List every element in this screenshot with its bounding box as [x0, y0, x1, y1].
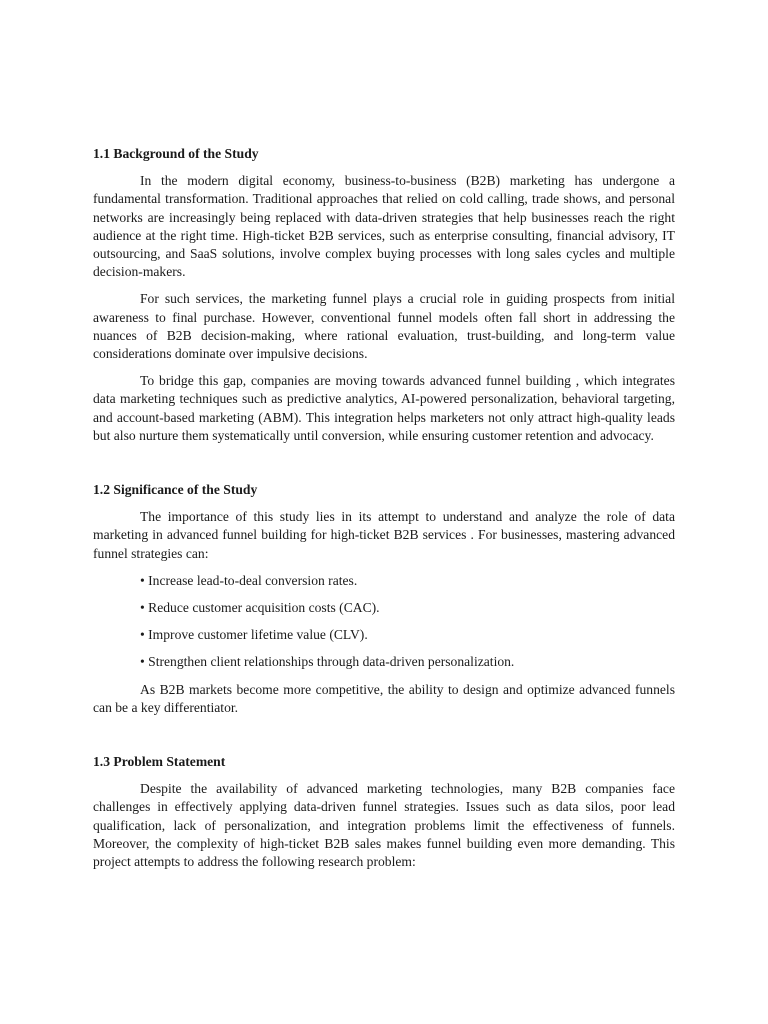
significance-closing-paragraph: As B2B markets become more competitive, the ability to design and optimize advanced funnels can be a key differentiator.: [93, 681, 675, 715]
background-paragraph-2: For such services, the marketing funnel plays a crucial role in guiding prospects from initial awareness to final purchase. However, conventional funnel models often fall short in addressing the nuances of B2B decision-making, where rational evaluation, trust-building, and long-term value considerations dominate over impulsive decisions.: [93, 291, 675, 362]
section-heading-problem-statement: 1.3 Problem Statement: [93, 754, 226, 770]
section-spacer: [93, 726, 675, 753]
section-spacer: [93, 454, 675, 481]
bullet-item: • Improve customer lifetime value (CLV).: [140, 627, 368, 643]
section-heading-significance: 1.2 Significance of the Study: [93, 482, 258, 498]
background-paragraph-3: To bridge this gap, companies are moving towards advanced funnel building , which integrates data marketing techniques such as predictive analytics, AI-powered personalization, behavioral targeting, and account-based marketing (ABM). This integration helps marketers not only attract high-quality leads but also nurture them systematically until conversion, while ensuring customer retention and advocacy.: [93, 373, 675, 443]
bullet-item: • Reduce customer acquisition costs (CAC).: [140, 600, 380, 616]
bullet-item: • Increase lead-to-deal conversion rates.: [140, 572, 358, 588]
significance-intro-paragraph: The importance of this study lies in its attempt to understand and analyze the role of data marketing in advanced funnel building for high-ticket B2B services . For businesses, mastering advanced funnel strategies can:: [93, 509, 675, 561]
bullet-item: • Strengthen client relationships through data-driven personalization.: [140, 654, 515, 670]
background-paragraph-1: In the modern digital economy, business-to-business (B2B) marketing has undergone a fundamental transformation. Traditional approaches that relied on cold calling, trade shows, and personal networks are increasingly being replaced with data-driven strategies that help businesses reach the right audience at the right time. High-ticket B2B services, such as enterprise consulting, financial advisory, IT outsourcing, and SaaS solutions, involve complex buying processes with long sales cycles and multiple decision-makers.: [93, 173, 675, 280]
document-page: [93, 145, 675, 880]
section-heading-background: 1.1 Background of the Study: [93, 146, 259, 161]
problem-statement-paragraph: Despite the availability of advanced marketing technologies, many B2B companies face challenges in effectively applying data-driven funnel strategies. Issues such as data silos, poor lead qualification, lack of personalization, and integration problems limit the effectiveness of funnels. Moreover, the complexity of high-ticket B2B sales makes funnel building even more demanding. This project attempts to address the following research problem:: [93, 781, 675, 870]
